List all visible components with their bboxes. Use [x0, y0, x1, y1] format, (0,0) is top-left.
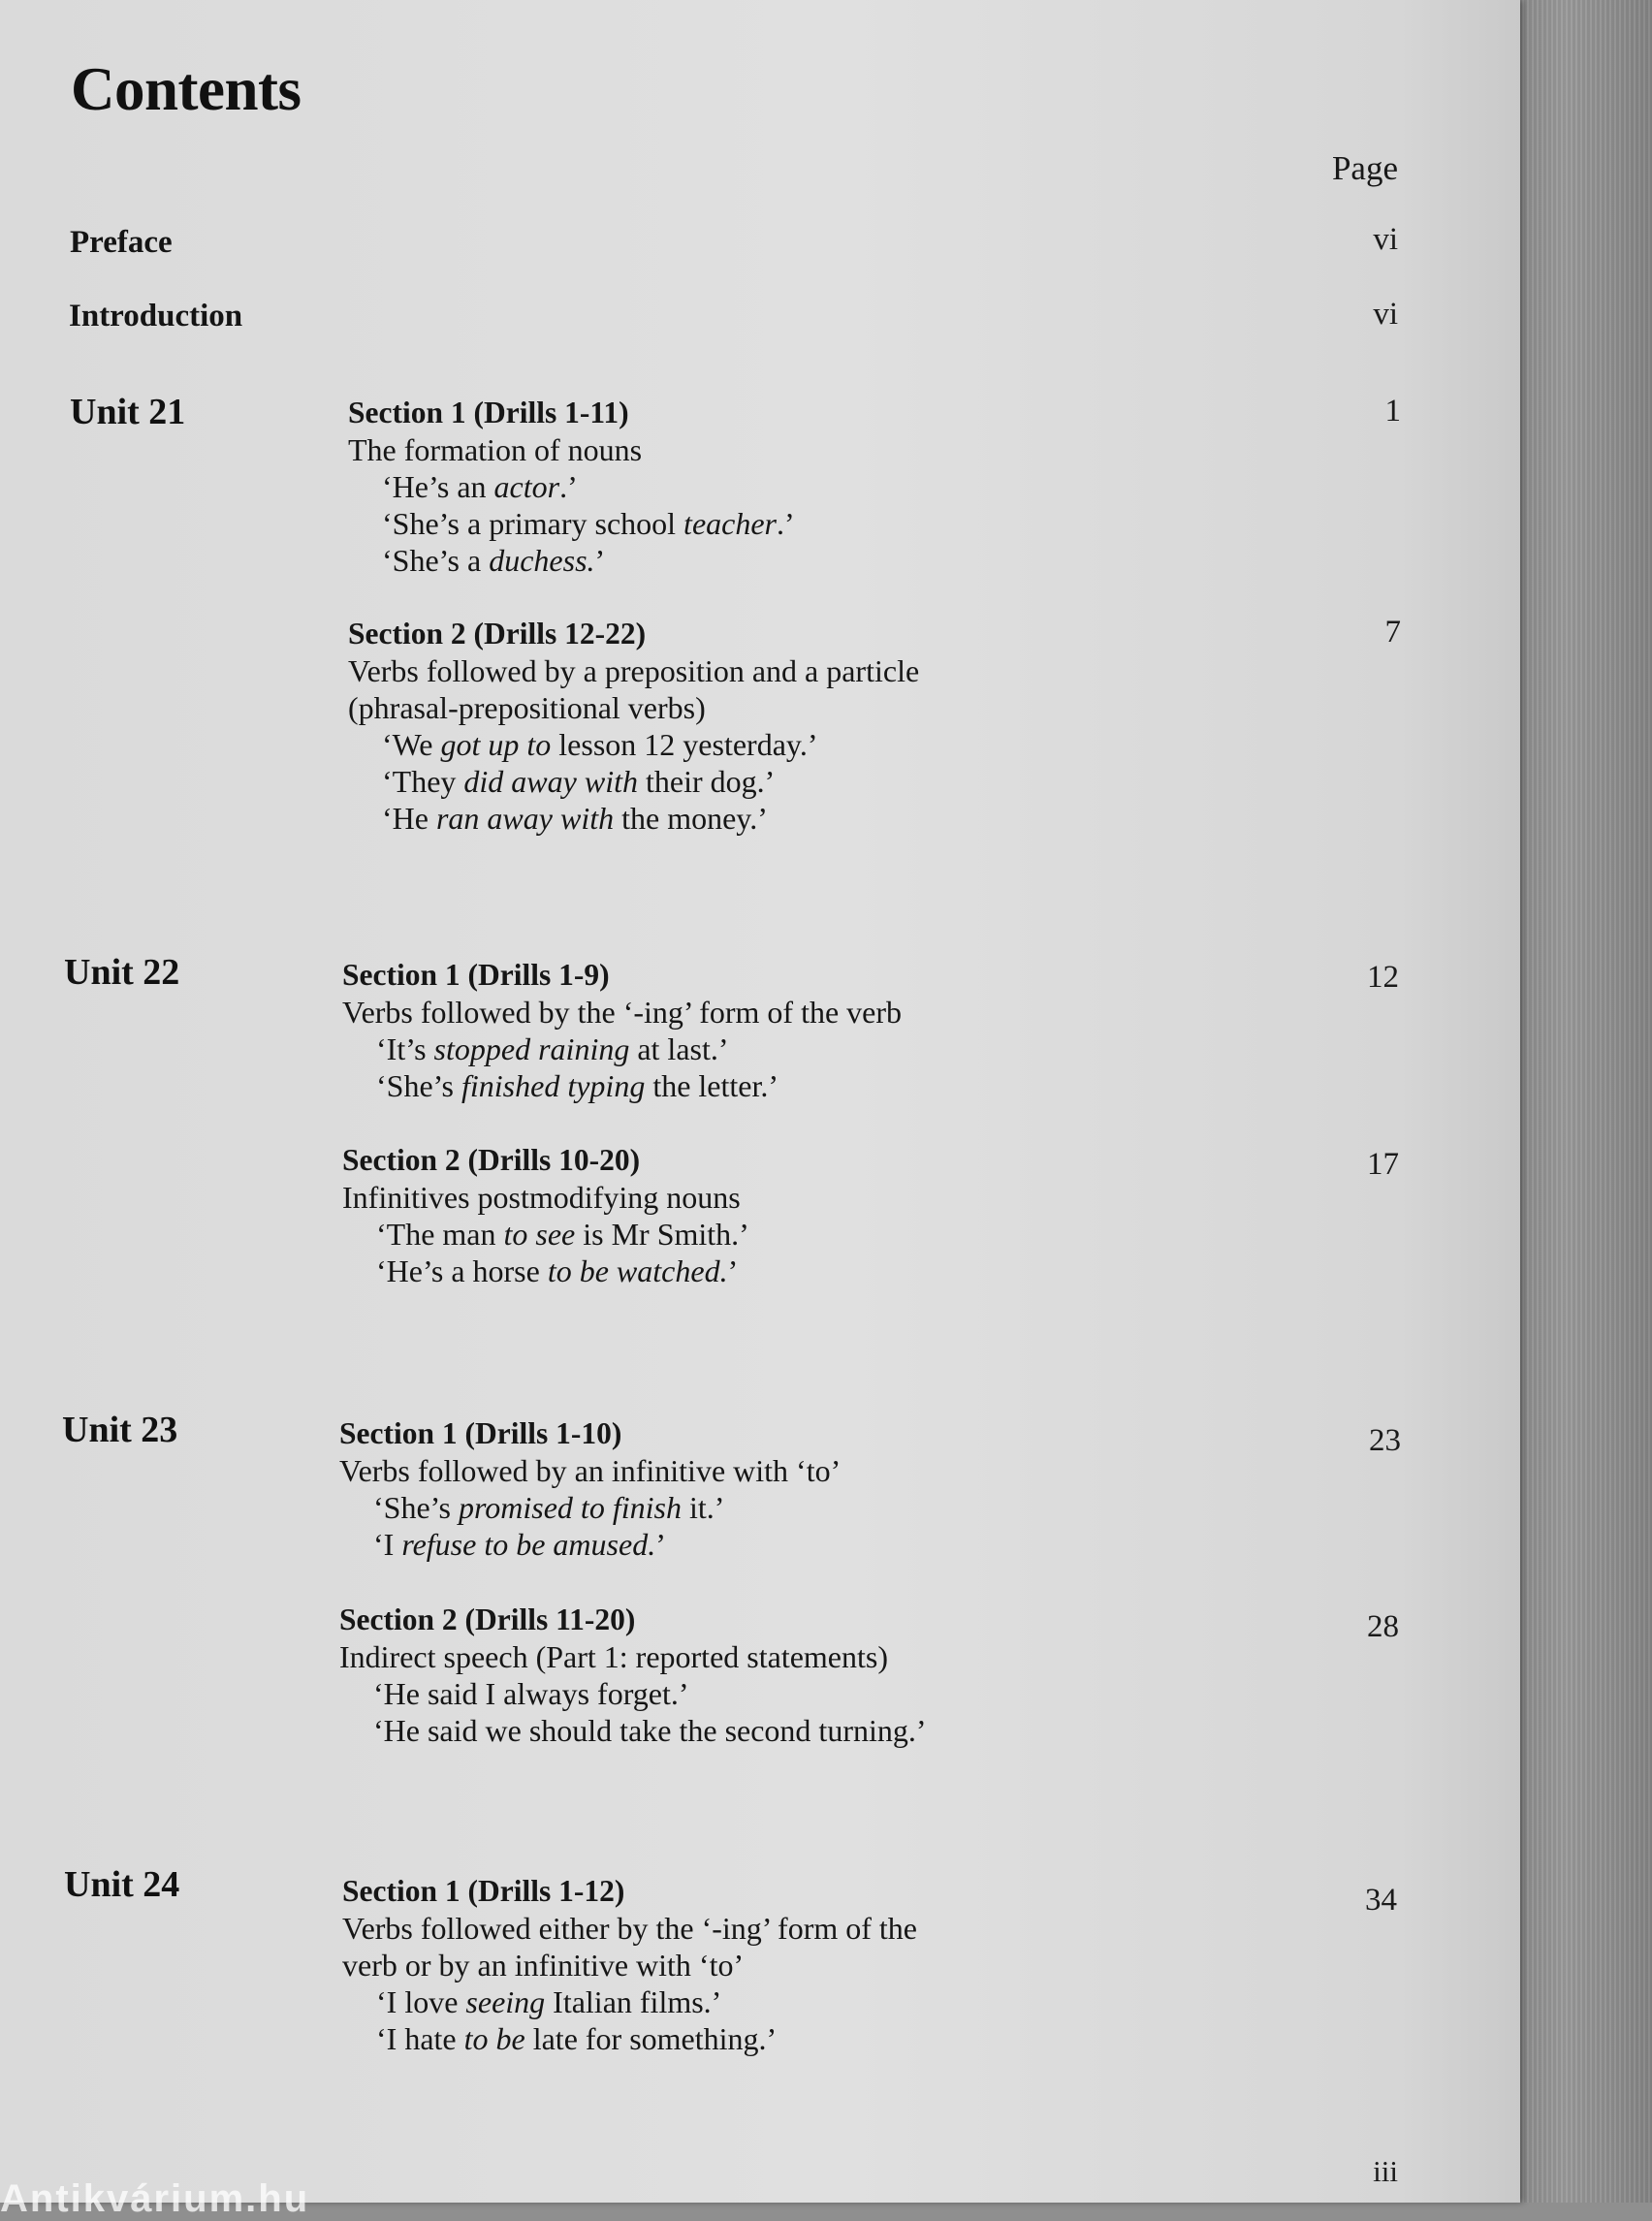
unit-22-section-2 — [342, 1142, 1079, 1289]
section-heading: Section 1 (Drills 1-9) — [342, 958, 610, 992]
unit-23-section-1 — [339, 1415, 1076, 1563]
example-sentence: ‘I refuse to be amused.’ — [373, 1527, 666, 1562]
preface-page: vi — [1373, 222, 1398, 257]
section-description: Verbs followed by an infinitive with ‘to’ — [339, 1453, 842, 1488]
watermark: Antikvárium.hu — [0, 2177, 310, 2220]
section-description: (phrasal-prepositional verbs) — [348, 690, 706, 725]
section-description: The formation of nouns — [348, 432, 643, 467]
introduction-page: vi — [1373, 297, 1398, 332]
example-sentence: ‘I love seeing Italian films.’ — [376, 1984, 722, 2019]
unit-21-section-1 — [348, 395, 1085, 579]
unit-23-label: Unit 23 — [62, 1410, 178, 1450]
unit-21-section-2 — [348, 616, 1085, 837]
section-description: Verbs followed by a preposition and a particle — [348, 653, 920, 688]
footer-page-number: iii — [1373, 2154, 1398, 2188]
section-description: Indirect speech (Part 1: reported statements) — [339, 1639, 888, 1674]
unit-21-section-1-page: 1 — [1384, 394, 1401, 428]
example-sentence: ‘The man to see is Mr Smith.’ — [376, 1217, 749, 1252]
section-description: Infinitives postmodifying nouns — [342, 1180, 741, 1215]
unit-22-section-1 — [342, 957, 1079, 1104]
unit-24-section-1 — [342, 1873, 1079, 2057]
section-description: Verbs followed either by the ‘-ing’ form of the — [342, 1911, 917, 1946]
section-heading: Section 1 (Drills 1-11) — [348, 396, 629, 429]
section-heading: Section 1 (Drills 1-12) — [342, 1874, 625, 1908]
unit-21-label: Unit 21 — [70, 392, 186, 432]
section-description: Verbs followed by the ‘-ing’ form of the verb — [342, 995, 903, 1030]
unit-23-section-2 — [339, 1602, 1076, 1749]
unit-23-section-2-page: 28 — [1367, 1609, 1399, 1644]
page-column-heading: Page — [1331, 149, 1398, 187]
unit-22-section-2-page: 17 — [1367, 1147, 1399, 1182]
unit-21-section-2-page: 7 — [1384, 615, 1401, 650]
example-sentence: ‘He said we should take the second turning.’ — [373, 1713, 927, 1748]
section-description: verb or by an infinitive with ‘to’ — [342, 1948, 745, 1983]
example-sentence: ‘They did away with their dog.’ — [382, 764, 776, 799]
unit-24-label: Unit 24 — [64, 1864, 180, 1905]
section-heading: Section 2 (Drills 11-20) — [339, 1602, 636, 1636]
scan-background-edge — [1517, 0, 1652, 2203]
example-sentence: ‘He’s a horse to be watched.’ — [376, 1253, 739, 1288]
example-sentence: ‘We got up to lesson 12 yesterday.’ — [382, 727, 818, 762]
example-sentence: ‘It’s stopped raining at last.’ — [376, 1031, 729, 1066]
example-sentence: ‘He ran away with the money.’ — [382, 801, 768, 836]
example-sentence: ‘She’s promised to finish it.’ — [373, 1490, 725, 1525]
example-sentence: ‘She’s finished typing the letter.’ — [376, 1068, 779, 1103]
preface-label: Preface — [70, 225, 173, 260]
introduction-label: Introduction — [69, 299, 243, 333]
section-heading: Section 2 (Drills 12-22) — [348, 617, 647, 650]
section-heading: Section 2 (Drills 10-20) — [342, 1143, 641, 1177]
example-sentence: ‘She’s a primary school teacher.’ — [382, 506, 795, 541]
section-heading: Section 1 (Drills 1-10) — [339, 1416, 622, 1450]
example-sentence: ‘She’s a duchess.’ — [382, 543, 606, 578]
unit-24-section-1-page: 34 — [1365, 1883, 1397, 1918]
example-sentence: ‘He said I always forget.’ — [373, 1676, 689, 1711]
unit-22-section-1-page: 12 — [1367, 960, 1399, 995]
unit-23-section-1-page: 23 — [1369, 1423, 1401, 1458]
unit-22-label: Unit 22 — [64, 952, 180, 993]
example-sentence: ‘I hate to be late for something.’ — [376, 2021, 778, 2056]
example-sentence: ‘He’s an actor.’ — [382, 469, 578, 504]
page-title: Contents — [71, 55, 302, 123]
